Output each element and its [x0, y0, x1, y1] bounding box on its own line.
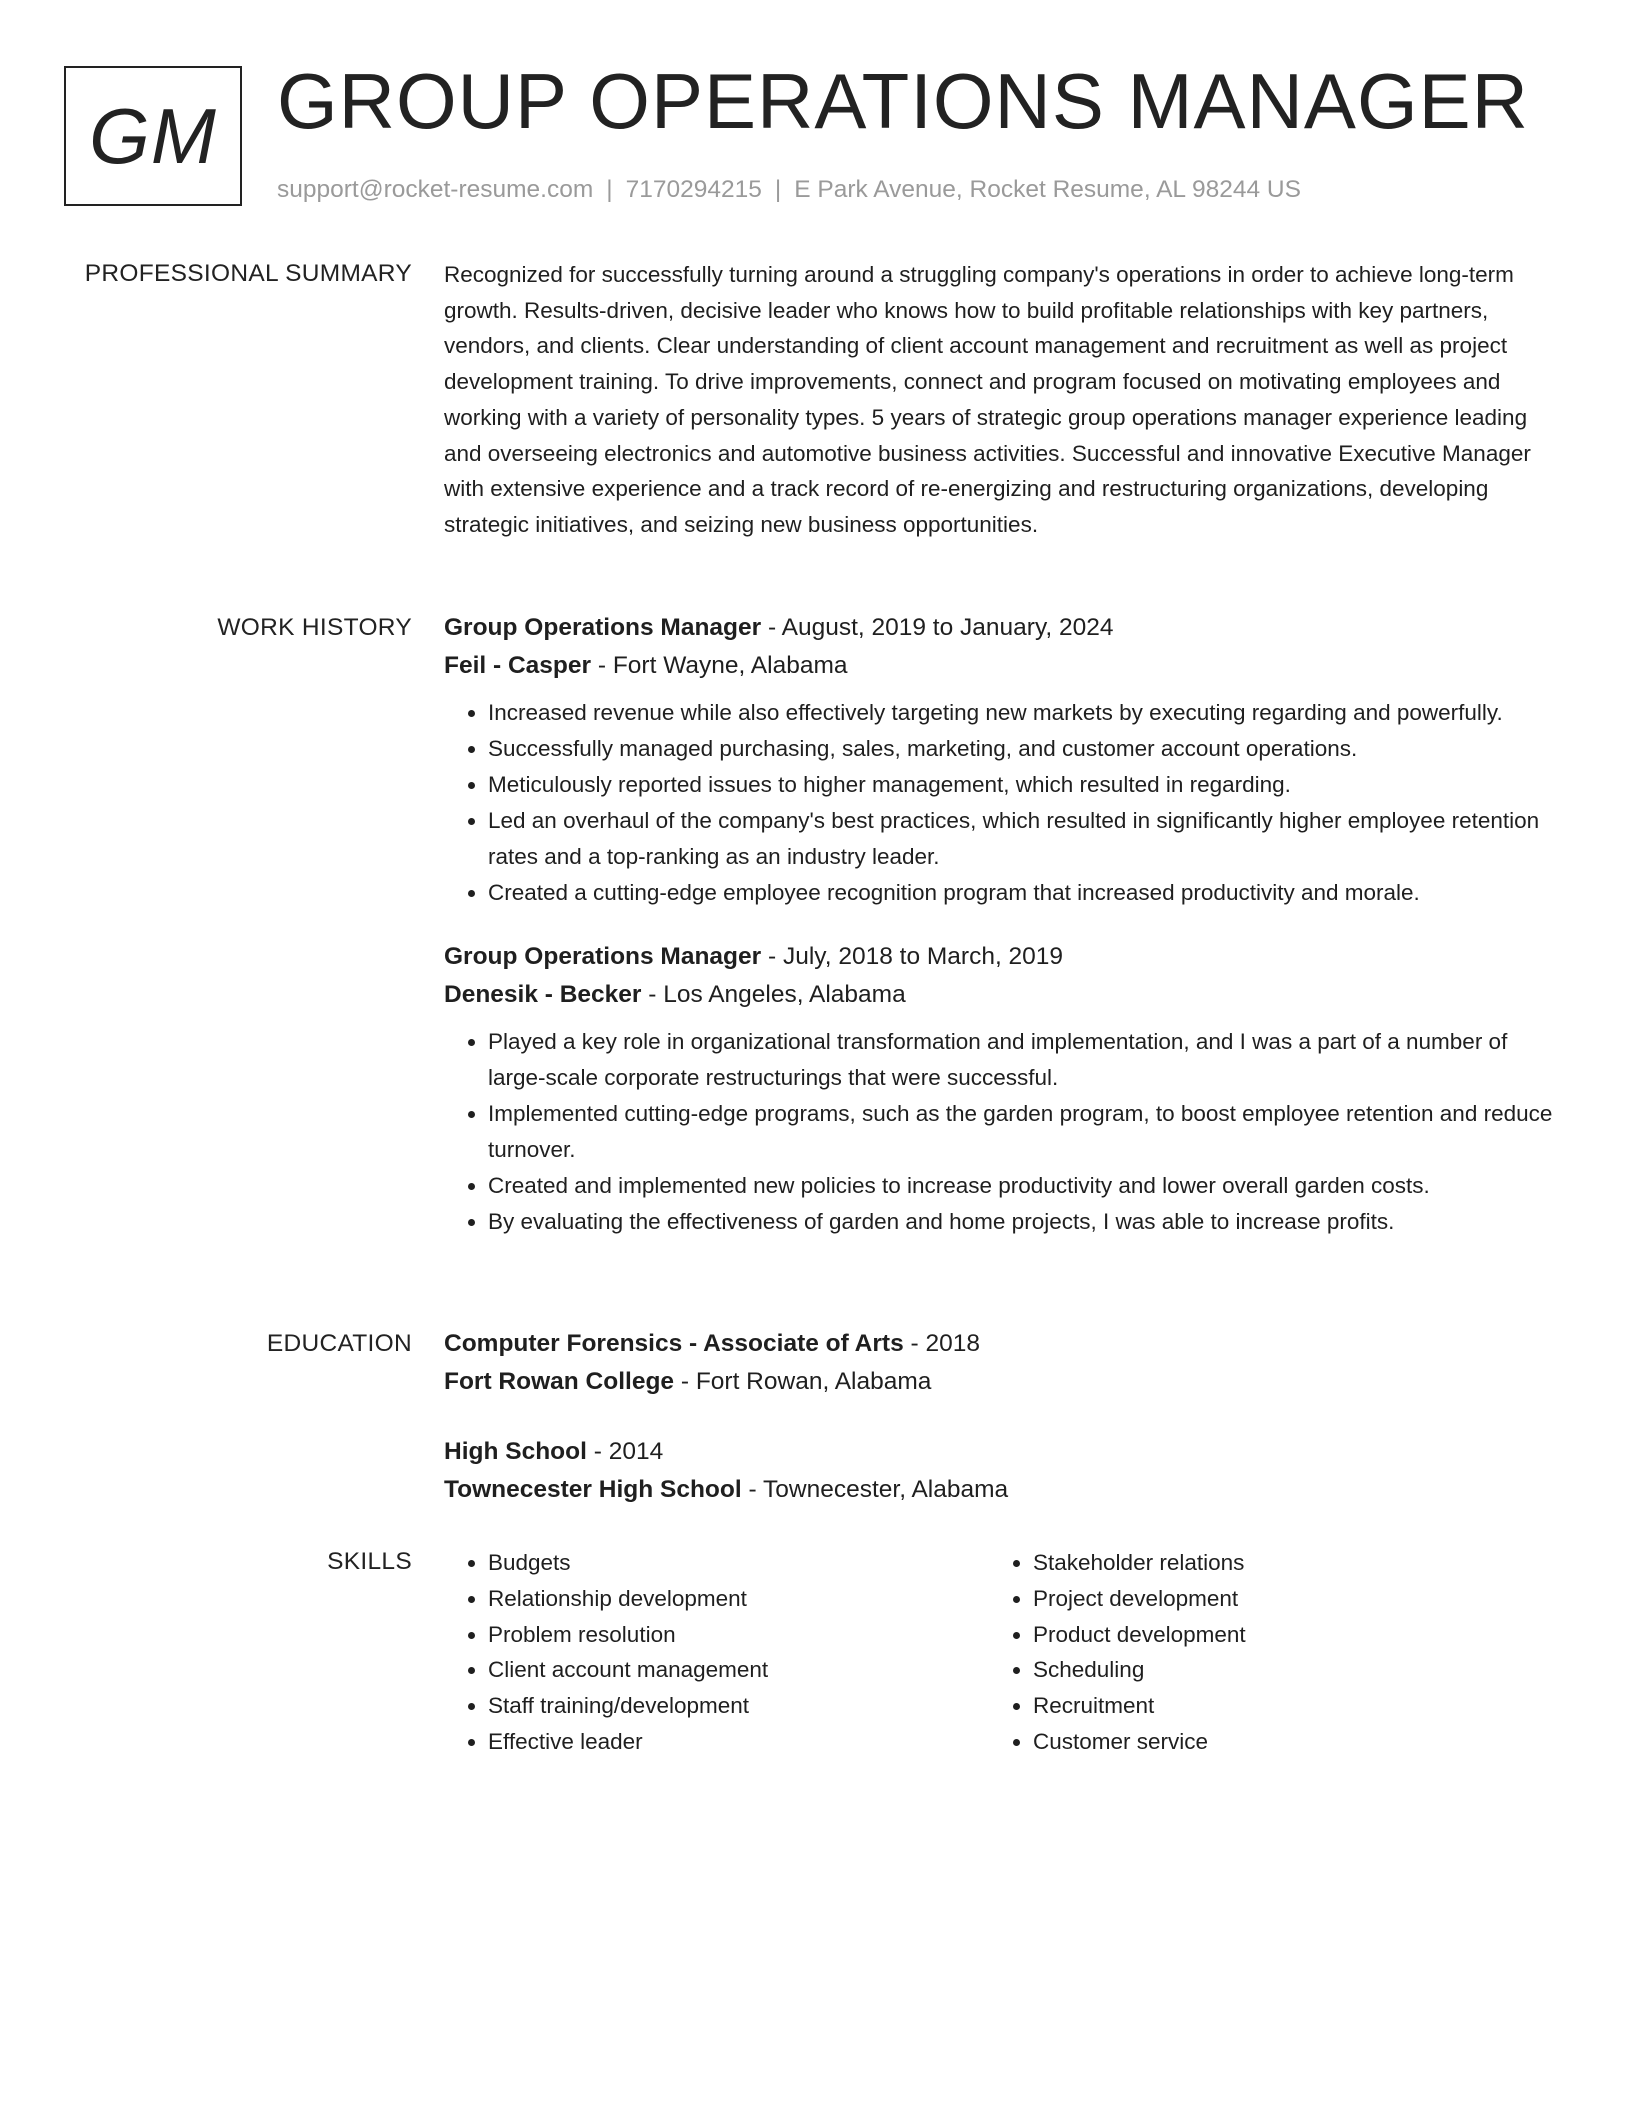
job-dates: - July, 2018 to March, 2019 [761, 943, 1064, 970]
job-title: Group Operations Manager [444, 614, 762, 641]
job-location: - Los Angeles, Alabama [641, 981, 906, 1008]
job-company-line [444, 647, 1564, 685]
school-line [444, 1471, 1564, 1509]
job-bullets [444, 1024, 1564, 1240]
skill-item: • Staff training/development [488, 1688, 989, 1724]
degree-line [444, 1325, 1564, 1363]
section-label-education: EDUCATION [266, 1330, 412, 1357]
education-entry [444, 1325, 1564, 1401]
job-bullet: • Successfully managed purchasing, sales, marketing, and customer account operations. [488, 731, 1564, 767]
graduation-year: - 2018 [903, 1330, 980, 1357]
skills-list [444, 1545, 989, 1760]
skills-column-right [989, 1545, 1534, 1760]
school-location: - Townecester, Alabama [741, 1476, 1009, 1503]
skill-item: • Scheduling [1033, 1652, 1534, 1688]
school-name: Fort Rowan College [444, 1368, 675, 1395]
skill-item: • Problem resolution [488, 1617, 989, 1653]
graduation-year: - 2014 [586, 1438, 664, 1465]
school-name: Townecester High School [444, 1476, 742, 1503]
skills-content [444, 1545, 1564, 1760]
skill-item: • Effective leader [488, 1724, 989, 1760]
school-location: - Fort Rowan, Alabama [674, 1368, 932, 1395]
skills-grid [444, 1545, 1564, 1760]
education-entry [444, 1433, 1564, 1509]
skill-item: • Product development [1033, 1617, 1534, 1653]
summary-text: Recognized for successfully turning around a struggling company's operations in order to achieve long-term growth. Results-driven, decisive leader who knows how to build profitable relationships with key partners, vendors, and clients. Clear understanding of client account management and recruitment as well as project development training. To drive improvements, connect and program focused on motivating employees and working with a variety of personality types. 5 years of strategic group operations manager experience leading and overseeing electronics and automotive business activities. Successful and innovative Executive Manager with extensive experience and a track record of re-energizing and restructuring organizations, developing strategic initiatives, and seizing new business opportunities. [444, 262, 1531, 537]
skill-item: • Recruitment [1033, 1688, 1534, 1724]
degree-line [444, 1433, 1564, 1471]
skills-list [989, 1545, 1534, 1760]
skill-item: • Relationship development [488, 1581, 989, 1617]
skill-item: • Customer service [1033, 1724, 1534, 1760]
skill-item: • Client account management [488, 1652, 989, 1688]
skill-item: • Stakeholder relations [1033, 1545, 1534, 1581]
job-bullet: • Meticulously reported issues to higher management, which resulted in regarding. [488, 767, 1564, 803]
job-bullet: • Implemented cutting-edge programs, such as the garden program, to boost employee retention and reduce turnover. [488, 1096, 1564, 1168]
job-dates: - August, 2019 to January, 2024 [761, 614, 1114, 641]
job-bullet: • By evaluating the effectiveness of garden and home projects, I was able to increase profits. [488, 1204, 1564, 1240]
address: E Park Avenue, Rocket Resume, AL 98244 US [794, 176, 1301, 203]
job-company-line [444, 976, 1564, 1014]
job-bullets [444, 695, 1564, 911]
separator: | [606, 176, 613, 203]
job-bullet: • Created and implemented new policies to increase productivity and lower overall garden costs. [488, 1168, 1564, 1204]
company-name: Denesik - Becker [444, 981, 642, 1008]
contact-line [277, 174, 1301, 206]
phone-number[interactable]: 7170294215 [625, 176, 762, 203]
job-bullet: • Played a key role in organizational transformation and implementation, and I was a part of a number of large-scale corporate restructurings that were successful. [488, 1024, 1564, 1096]
degree: Computer Forensics - Associate of Arts [444, 1330, 904, 1357]
separator: | [774, 176, 782, 203]
degree: High School [444, 1438, 587, 1465]
skills-column-left [444, 1545, 989, 1760]
job-entry [444, 938, 1564, 1240]
section-label-skills: SKILLS [327, 1548, 412, 1575]
job-location: - Fort Wayne, Alabama [591, 652, 848, 679]
education-content [444, 1325, 1564, 1509]
job-bullet: • Created a cutting-edge employee recognition program that increased productivity and morale. [488, 875, 1564, 911]
summary-content [444, 257, 1564, 543]
job-bullet: • Increased revenue while also effectively targeting new markets by executing regarding and powerfully. [488, 695, 1564, 731]
resume-title: GROUP OPERATIONS MANAGER [277, 57, 1529, 145]
section-label-summary: PROFESSIONAL SUMMARY [84, 260, 412, 287]
job-entry [444, 609, 1564, 911]
skill-item: • Budgets [488, 1545, 989, 1581]
job-bullet: • Led an overhaul of the company's best practices, which resulted in significantly higher employee retention rates and a top-ranking as an industry leader. [488, 803, 1564, 875]
skill-item: • Project development [1033, 1581, 1534, 1617]
monogram-logo: GM [64, 66, 242, 206]
email-address[interactable]: support@rocket-resume.com [277, 176, 594, 203]
job-title: Group Operations Manager [444, 943, 762, 970]
job-title-line [444, 609, 1564, 647]
job-title-line [444, 938, 1564, 976]
company-name: Feil - Casper [444, 652, 592, 679]
school-line [444, 1363, 1564, 1401]
work-history-content [444, 609, 1564, 1240]
section-label-work-history: WORK HISTORY [217, 614, 412, 641]
